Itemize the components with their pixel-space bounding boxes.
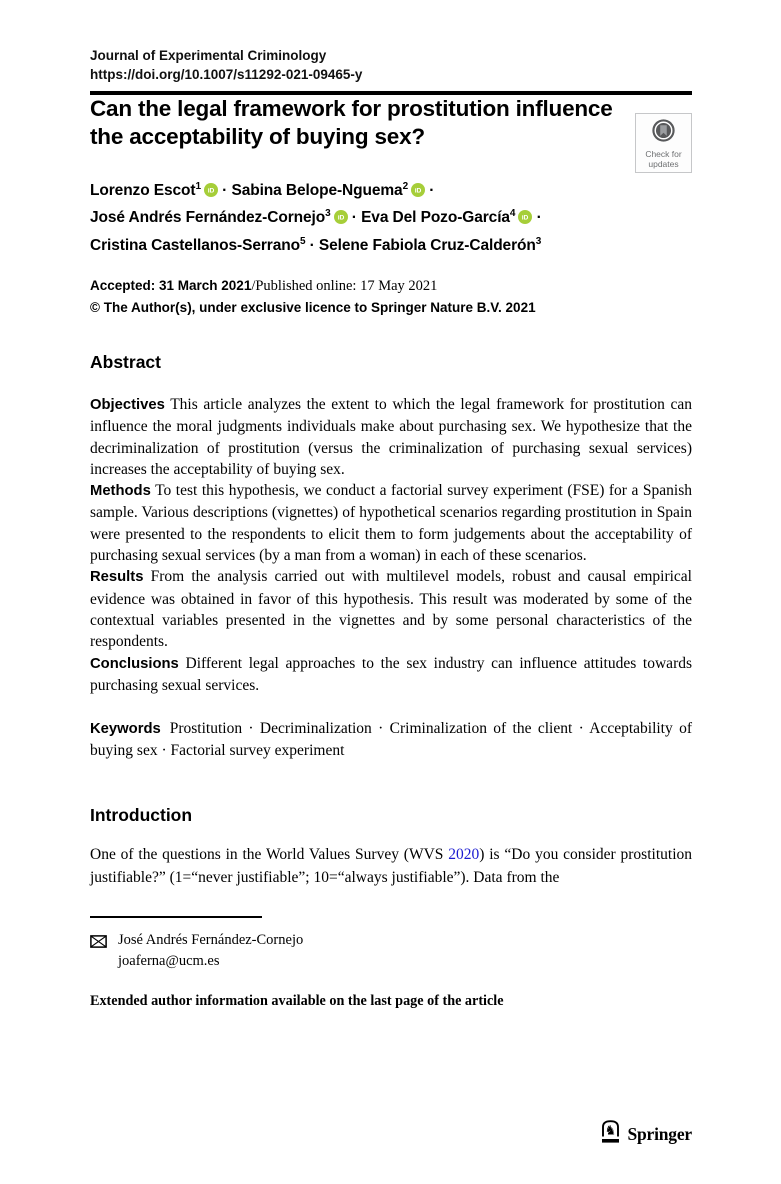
abstract-heading: Abstract xyxy=(90,352,161,372)
abstract-sections xyxy=(90,394,692,696)
intro-text: ) is “Do you consider prostitution justifiable?” (1=“never justifiable”; 10=“always justifiable”). Data from the xyxy=(90,846,693,886)
section-text: To test this hypothesis, we conduct a factorial survey experiment (FSE) for a Spanish sample. Various descriptions (vignettes) of hypothetical scenarios regarding prostitution in Spain were presented to the respondents to elicit them to form judgements about the acceptability of purchasing sexual services (by a man from a woman) in each of these scenarios. xyxy=(90,482,692,565)
svg-text:iD: iD xyxy=(207,187,215,195)
abstract-section-results xyxy=(90,566,692,652)
author-affiliation-number: 5 xyxy=(299,235,306,247)
author-separator: · xyxy=(347,209,362,226)
section-label: Conclusions xyxy=(90,655,179,672)
accepted-date: Accepted: 31 March 2021 xyxy=(90,278,252,293)
section-label: Objectives xyxy=(90,397,165,413)
introduction-heading: Introduction xyxy=(90,805,193,826)
author-name: Sabina Belope-Nguema$^2$ xyxy=(231,180,409,199)
author-separator: · xyxy=(425,181,435,199)
doi-link[interactable]: https://doi.org/10.1007/s11292-021-09465-y xyxy=(90,67,363,82)
dates-block xyxy=(90,275,692,318)
orcid-icon[interactable] xyxy=(411,180,425,206)
orcid-icon[interactable] xyxy=(204,180,218,206)
author-name: Lorenzo Escot$^1$ xyxy=(90,180,201,199)
keywords-text: Prostitution · Decriminalization · Criminalization of the client · Acceptability of buying sex · Factorial survey experiment xyxy=(90,720,692,760)
section-text: This article analyzes the extent to which the legal framework for prostitution can influence the moral judgments individuals make about purchasing sex. We hypothesize that the decriminalization of prostitution (versus the criminalization of purchasing sexual services) increases the acceptability of buying sex. xyxy=(90,396,692,478)
svg-text:♞: ♞ xyxy=(605,1123,617,1139)
orcid-icon[interactable] xyxy=(334,207,348,233)
springer-logo xyxy=(600,1119,692,1149)
author-line xyxy=(90,205,692,233)
section-label: Results xyxy=(90,569,144,586)
abstract-section-objectives xyxy=(90,394,692,480)
check-for-updates-badge[interactable] xyxy=(635,113,692,173)
author-affiliation-number: 3 xyxy=(535,235,542,247)
published-date: /Published online: 17 May 2021 xyxy=(251,278,438,294)
keywords-label: Keywords xyxy=(90,721,161,738)
author-affiliation-number: 2 xyxy=(402,180,409,192)
author-list xyxy=(90,178,692,259)
springer-horse-icon xyxy=(600,1119,621,1149)
copyright-line: © The Author(s), under exclusive licence to Springer Nature B.V. 2021 xyxy=(90,300,536,315)
envelope-icon xyxy=(90,934,107,972)
correspondence-block xyxy=(90,930,692,972)
page-header xyxy=(90,46,692,95)
author-line xyxy=(90,178,692,206)
author-name: Eva Del Pozo-García$^4$ xyxy=(361,207,516,226)
author-affiliation-number: 4 xyxy=(509,207,516,219)
intro-paragraph xyxy=(90,844,692,889)
author-name: José Andrés Fernández-Cornejo$^3$ xyxy=(90,207,331,226)
section-text: Different legal approaches to the sex industry can influence attitudes towards purchasing sexual services. xyxy=(90,654,693,694)
author-affiliation-number: 3 xyxy=(325,207,331,219)
correspondence-details xyxy=(118,930,303,972)
svg-text:iD: iD xyxy=(522,214,529,222)
correspondence-name: José Andrés Fernández-Cornejo xyxy=(118,931,304,948)
orcid-icon[interactable] xyxy=(518,207,532,233)
abstract-section-conclusions xyxy=(90,653,692,697)
svg-text:iD: iD xyxy=(414,187,422,195)
check-for-updates-label: Check for updates xyxy=(645,149,682,169)
check-for-updates-icon xyxy=(651,130,676,147)
journal-name: Journal of Experimental Criminology xyxy=(90,48,327,63)
author-separator: · xyxy=(217,181,232,199)
publisher-name: Springer xyxy=(627,1123,692,1144)
author-name: Selene Fabiola Cruz-Calderón$^3$ xyxy=(318,235,542,254)
svg-text:iD: iD xyxy=(337,214,344,222)
correspondence-email[interactable]: joaferna@ucm.es xyxy=(118,952,220,969)
section-text: From the analysis carried out with multilevel models, robust and causal empirical evidence was obtained in favor of this hypothesis. This result was moderated by some of the contextual variables presented in the vignettes and by some personal characteristics of the respondents. xyxy=(90,568,692,651)
section-label: Methods xyxy=(90,483,151,500)
accepted-published-line xyxy=(90,275,692,297)
extended-author-info: Extended author information available on the last page of the article xyxy=(90,992,504,1009)
author-line xyxy=(90,233,692,259)
article-title: Can the legal framework for prostitution influence the acceptability of buying sex? xyxy=(90,95,613,149)
abstract-section-methods xyxy=(90,480,692,566)
citation-link[interactable]: 2020 xyxy=(448,846,480,864)
author-separator: · xyxy=(532,209,542,226)
author-affiliation-number: 1 xyxy=(195,180,201,192)
keywords-block xyxy=(90,718,692,762)
footnote-rule xyxy=(90,916,262,918)
intro-text: One of the questions in the World Values Survey (WVS xyxy=(90,846,449,864)
author-name: Cristina Castellanos-Serrano$^5$ xyxy=(90,235,306,254)
author-separator: · xyxy=(305,236,319,254)
